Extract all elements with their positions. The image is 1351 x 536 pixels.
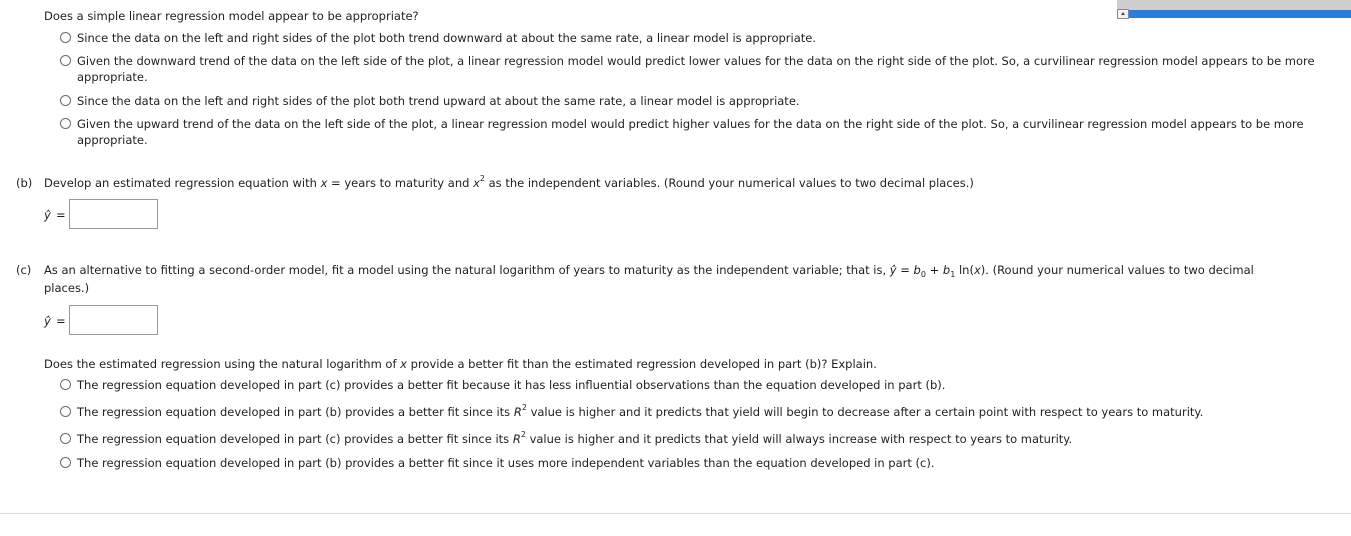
- part-c-followup-post: provide a better fit than the estimated regression developed in part (b)? Explain.: [410, 357, 877, 371]
- part-c-yhat-inline: ŷ: [889, 263, 897, 277]
- scrollbar-track[interactable]: [1117, 0, 1351, 10]
- section-divider: [0, 513, 1351, 514]
- part-a-option-3-radio[interactable]: [60, 95, 71, 106]
- part-a-option-2-label[interactable]: Given the downward trend of the data on the left side of the plot, a linear regression model would predict lower values for the data on the right side of the plot. So, a curvilinear regression model appears to be more appropriate.: [77, 54, 1315, 84]
- part-c-equals: =: [56, 314, 66, 328]
- part-b-text-3: as the independent variables. (Round your numerical values to two decimal places.): [488, 176, 974, 190]
- part-c-followup-pre: Does the estimated regression using the natural logarithm of: [44, 357, 397, 371]
- part-c-option-2-r: R: [513, 405, 522, 419]
- part-c-option-3-radio[interactable]: [60, 433, 71, 444]
- part-c-ln-close: ).: [980, 263, 989, 277]
- part-a-option-4-label[interactable]: Given the upward trend of the data on the left side of the plot, a linear regression model would predict higher values for the data on the right side of the plot. So, a curvilinear regression model appears to be more appropriate.: [77, 117, 1304, 147]
- part-c-option-3-label[interactable]: [77, 431, 1072, 447]
- horizontal-scrollbar[interactable]: [1117, 0, 1351, 18]
- part-c-plus: +: [929, 263, 940, 277]
- part-c-option-2-pre: The regression equation developed in part (b) provides a better fit since its: [77, 405, 511, 419]
- part-c-option-4-radio[interactable]: [60, 457, 71, 468]
- part-c-b1-sub: 1: [950, 270, 956, 279]
- part-c-ln-var: x: [973, 263, 981, 277]
- part-c-option-2-radio[interactable]: [60, 406, 71, 417]
- part-a-option-4-radio[interactable]: [60, 118, 71, 129]
- part-b-answer-input[interactable]: [69, 199, 158, 229]
- part-c-instructions-line1: [44, 262, 1254, 278]
- part-c-option-3-r: R: [512, 432, 521, 446]
- part-c-text: As an alternative to fitting a second-order model, fit a model using the natural logarithm of years to maturity as the independent variable; that is,: [44, 263, 887, 277]
- scrollbar-thumb[interactable]: [1129, 10, 1351, 18]
- part-c-ln-open: ln(: [958, 263, 974, 277]
- part-c-option-3-pre: The regression equation developed in part (c) provides a better fit since its: [77, 432, 510, 446]
- part-b-text-1: Develop an estimated regression equation with: [44, 176, 317, 190]
- part-c-option-2-sup: 2: [521, 403, 527, 412]
- part-c-option-3-post: value is higher and it predicts that yield will always increase with respect to years to maturity.: [529, 432, 1073, 446]
- part-b-var-x: x: [320, 176, 328, 190]
- part-c-option-3-sup: 2: [520, 430, 526, 439]
- part-b-equals: =: [56, 208, 66, 222]
- part-b-yhat: ŷ: [44, 208, 51, 222]
- part-c-option-4-label[interactable]: [77, 455, 935, 471]
- part-c-answer-input[interactable]: [69, 305, 158, 335]
- part-c-b0-sub: 0: [920, 270, 926, 279]
- part-a-option-1-radio[interactable]: [60, 32, 71, 43]
- part-c-eq: =: [900, 263, 910, 277]
- part-c-option-2-post: value is higher and it predicts that yield will begin to decrease after a certain point with respect to years to maturity.: [530, 405, 1204, 419]
- part-a-option-3-label[interactable]: Since the data on the left and right sides of the plot both trend upward at about the same rate, a linear model is appropriate.: [77, 94, 800, 108]
- part-b-label: (b): [16, 176, 33, 190]
- part-c-text-tail: (Round your numerical values to two decimal: [992, 263, 1254, 277]
- part-b-exponent: 2: [479, 174, 485, 183]
- part-c-b0: b: [913, 263, 921, 277]
- part-a-option-1-label[interactable]: Since the data on the left and right sides of the plot both trend downward at about the same rate, a linear model is appropriate.: [77, 31, 816, 45]
- part-b-instructions: [44, 175, 974, 191]
- part-b-text-2: = years to maturity and: [331, 176, 470, 190]
- scroll-up-arrow-icon[interactable]: [1117, 9, 1129, 19]
- part-c-instructions-line2: places.): [44, 281, 90, 295]
- part-c-option-1-label[interactable]: [77, 377, 945, 393]
- part-c-followup-var: x: [400, 357, 407, 371]
- part-c-label: (c): [16, 263, 32, 277]
- part-a-option-2-radio[interactable]: [60, 55, 71, 66]
- part-c-b1: b: [942, 263, 951, 277]
- part-c-option-4-text: The regression equation developed in part (b) provides a better fit since it uses more independent variables than the equation developed in part (c).: [77, 456, 935, 470]
- part-c-option-1-text: The regression equation developed in part (c) provides a better fit because it has less influential observations than the equation developed in part (b).: [77, 378, 946, 392]
- part-c-option-2-label[interactable]: [77, 404, 1203, 420]
- part-c-option-1-radio[interactable]: [60, 379, 71, 390]
- part-b-var-x2: x: [473, 176, 480, 190]
- part-c-yhat: ŷ: [44, 314, 51, 328]
- part-c-followup-question: [44, 356, 877, 372]
- part-a-question: Does a simple linear regression model appear to be appropriate?: [44, 9, 419, 23]
